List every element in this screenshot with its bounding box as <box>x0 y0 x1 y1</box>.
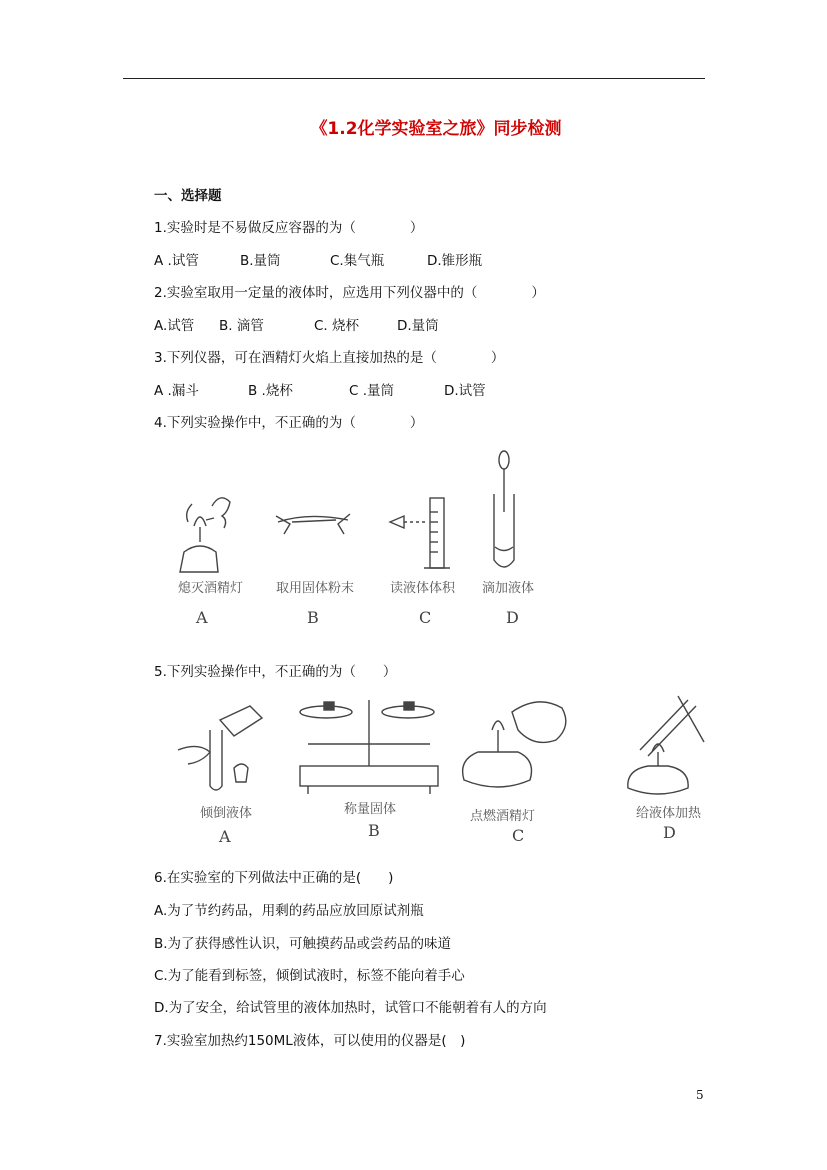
question-2-option-a: A.试管 <box>154 318 195 334</box>
question-2-option-c: C. 烧杯 <box>314 318 360 334</box>
question-2-option-b: B. 滴管 <box>219 318 264 334</box>
letter-d: D <box>506 608 519 627</box>
alcohol-lamp-blow-illustration <box>180 498 230 572</box>
caption-c: 读液体体积 <box>390 581 456 596</box>
caption-b: 取用固体粉末 <box>276 581 355 596</box>
letter-b: B <box>368 821 380 840</box>
question-5-stem: 5.下列实验操作中，不正确的为（ ） <box>154 664 397 680</box>
caption-d: 给液体加热 <box>636 806 702 821</box>
dropper-test-tube-illustration <box>494 451 514 567</box>
letter-a: A <box>219 827 231 846</box>
caption-a: 倾倒液体 <box>200 806 253 821</box>
question-6-option-c: C.为了能看到标签，倾倒试液时，标签不能向着手心 <box>154 968 465 984</box>
heat-liquid-illustration <box>628 696 704 794</box>
balance-illustration <box>300 700 438 794</box>
pour-liquid-illustration <box>178 706 262 790</box>
powder-paper-illustration <box>276 514 350 534</box>
light-lamp-illustration <box>463 702 566 787</box>
question-3-option-d: D.试管 <box>444 383 486 399</box>
question-5-figure <box>158 690 723 850</box>
question-6-option-b: B.为了获得感性认识，可触摸药品或尝药品的味道 <box>154 936 452 952</box>
question-6-option-d: D.为了安全，给试管里的液体加热时，试管口不能朝着有人的方向 <box>154 1000 547 1016</box>
question-1-stem: 1.实验时是不易做反应容器的为（ ） <box>154 220 424 236</box>
caption-c: 点燃酒精灯 <box>470 809 536 824</box>
header-rule <box>123 78 705 79</box>
question-4-figure <box>158 442 558 642</box>
question-3-option-c: C .量筒 <box>349 383 395 399</box>
question-1-option-d: D.锥形瓶 <box>427 253 483 269</box>
question-4-stem: 4.下列实验操作中，不正确的为（ ） <box>154 415 424 431</box>
page-title: 《1.2化学实验室之旅》同步检测 <box>310 119 562 139</box>
caption-b: 称量固体 <box>344 802 397 817</box>
question-2-stem: 2.实验室取用一定量的液体时，应选用下列仪器中的（ ） <box>154 285 545 301</box>
caption-a: 熄灭酒精灯 <box>178 581 244 596</box>
question-3-option-b: B .烧杯 <box>248 383 293 399</box>
letter-c: C <box>512 826 525 845</box>
letter-a: A <box>196 608 208 627</box>
caption-d: 滴加液体 <box>482 581 535 596</box>
question-1-option-c: C.集气瓶 <box>330 253 385 269</box>
letter-d: D <box>663 823 676 842</box>
question-7-stem: 7.实验室加热约150ML液体，可以使用的仪器是( ) <box>154 1033 466 1049</box>
graduated-cylinder-illustration <box>390 498 450 568</box>
question-6-stem: 6.在实验室的下列做法中正确的是( ) <box>154 870 394 886</box>
question-6-option-a: A.为了节约药品，用剩的药品应放回原试剂瓶 <box>154 903 424 919</box>
section-heading: 一、选择题 <box>154 188 222 204</box>
letter-b: B <box>307 608 319 627</box>
question-3-stem: 3.下列仪器，可在酒精灯火焰上直接加热的是（ ） <box>154 350 505 366</box>
page-number: 5 <box>696 1088 704 1102</box>
question-1-option-a: A .试管 <box>154 253 199 269</box>
question-1-option-b: B.量筒 <box>240 253 281 269</box>
question-2-option-d: D.量筒 <box>397 318 439 334</box>
question-3-option-a: A .漏斗 <box>154 383 199 399</box>
letter-c: C <box>419 608 432 627</box>
